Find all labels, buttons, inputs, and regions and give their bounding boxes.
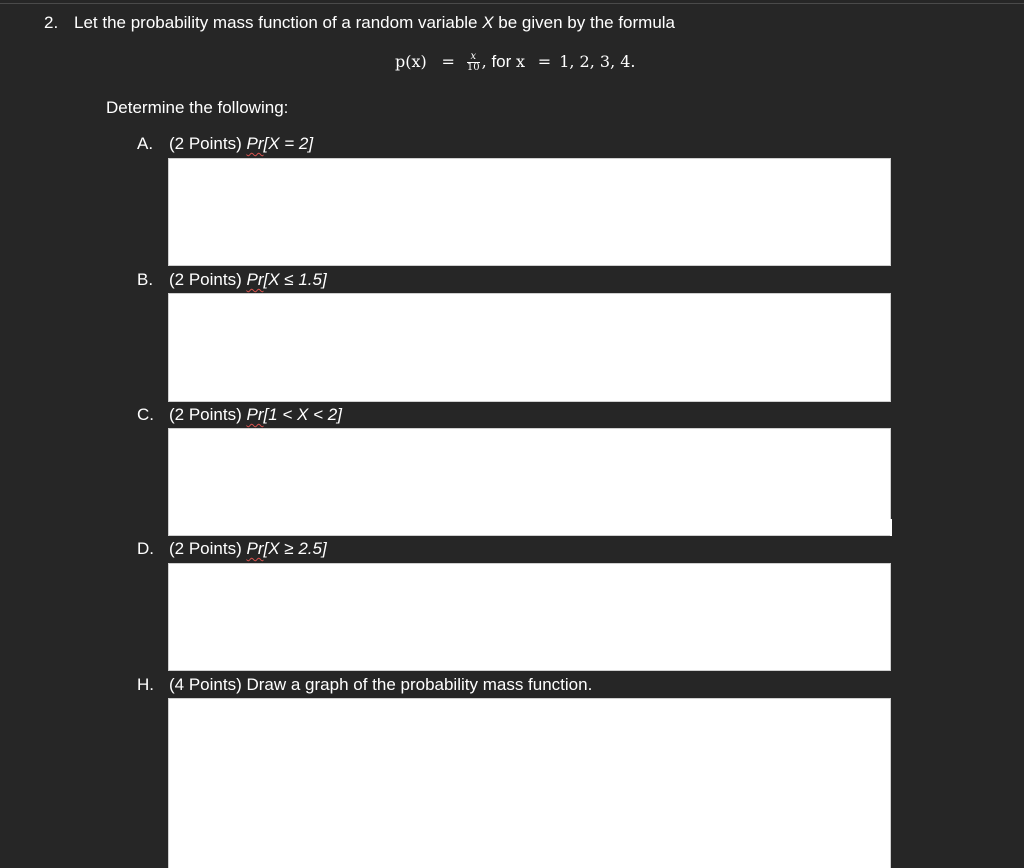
formula-comma: , [481,52,487,71]
part-h-points: (4 Points) Draw a graph of the probability mass function. [169,675,593,694]
formula-lhs: p(x) [395,52,427,71]
part-d-label [137,539,327,559]
fraction-denominator: 10 [466,62,480,74]
part-c-label [137,405,342,425]
formula-fraction [467,52,480,73]
part-b-pr: Pr [246,270,264,289]
part-h-letter: H. [137,675,154,694]
part-a-label [137,134,313,154]
formula-values: 1, 2, 3, 4. [559,52,636,71]
part-c-points: (2 Points) [169,405,247,424]
formula-equals: = [441,52,455,71]
part-d-pr: Pr [246,539,264,558]
part-c-expr: [1 < X < 2] [263,405,342,424]
question-variable: X [482,13,494,32]
part-b-label [137,270,327,290]
question-number: 2. [44,13,59,32]
part-b-letter: B. [137,270,154,289]
formula-var: x [516,52,526,71]
part-d-expr: [X ≥ 2.5] [263,539,327,558]
answer-box-a[interactable] [168,158,891,266]
question-text-before: Let the probability mass function of a random variable [74,13,483,32]
resize-handle[interactable] [890,519,892,536]
part-a-pr: Pr [246,134,264,153]
answer-box-d[interactable] [168,563,891,671]
formula-for-text: for [486,52,517,71]
formula-equals-2: = [537,52,552,71]
top-divider [0,3,1024,4]
answer-box-h[interactable] [168,698,891,868]
part-h-label [137,675,592,695]
instruction-text: Determine the following: [106,98,289,117]
fraction-numerator: x [467,52,480,63]
answer-box-b[interactable] [168,293,891,402]
part-d-points: (2 Points) [169,539,247,558]
part-b-expr: [X ≤ 1.5] [263,270,327,289]
part-d-letter: D. [137,539,154,558]
part-b-points: (2 Points) [169,270,247,289]
pmf-formula [395,52,636,73]
answer-box-c[interactable] [168,428,891,536]
part-a-points: (2 Points) [169,134,247,153]
question-text-after: be given by the formula [493,13,676,32]
question-heading [44,13,675,33]
part-a-letter: A. [137,134,154,153]
part-c-pr: Pr [246,405,264,424]
part-a-expr: [X = 2] [263,134,314,153]
part-c-letter: C. [137,405,154,424]
